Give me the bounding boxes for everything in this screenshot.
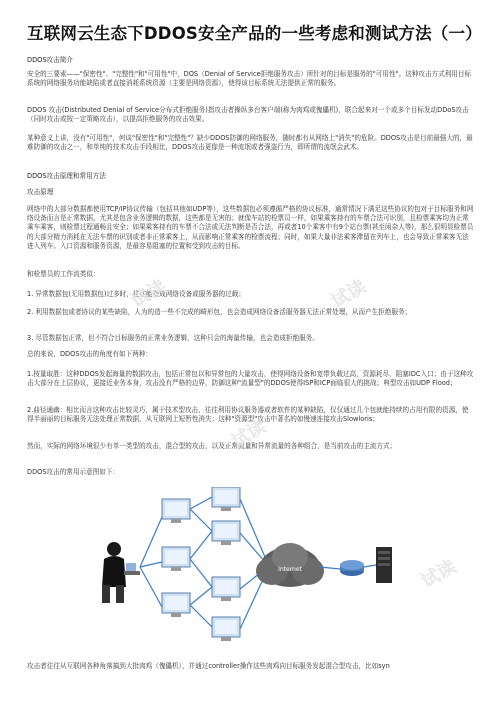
list-item-resource: 2.曲径通幽：相比而言这种攻击比较灵巧，属于技术型攻击，往往利用协议服务器或者软件的某种缺陷，仅仅通过几个包就能持续的占用有限的资源，使得半丽丽的目标服务无法处理正常数据，从互联网上短暂性消失；这种"资源型"攻击中著名的如慢速连接攻击Slowloris； — [27, 406, 469, 424]
watermark: 试读 — [127, 276, 170, 313]
paragraph-cia: 安全的三要素——"保密性"、"完整性"和"可用性"中，DOS（Denial of Service拒绝服务攻击）所针对的目标是服务的"可用性"。这种攻击方式利用目标系统的网络服务功能缺陷或者直接消耗系统资源（主要是网络资源），使得该目标系统无法提供正常的服务。 — [27, 70, 472, 88]
internet-cloud-icon — [256, 543, 324, 587]
paragraph-attacker-controller: 攻击者往往从互联网各种角落搞到大批肉鸡（傀儡机），并通过controller操作这些肉鸡向目标服务发起混合型攻击，比如syn — [27, 662, 390, 670]
page-title: 互联网云生态下DDOS安全产品的一些考虑和测试方法（一） — [27, 24, 482, 43]
watermark: 试读 — [227, 416, 270, 453]
list-item-3: 3. 尽管数据包正常，但不符合目标服务的正常业务逻辑，这种只会的海量传输，也会造成拒绝服务。 — [27, 334, 319, 342]
section-heading-principles: DDOS攻击原理和常用方法 — [27, 172, 106, 180]
paragraph-availability: 某种意义上讲，没有"可用性"，何谈"保密性"和"完整性"？缺少DDOS防御的网络服务，随时都有从网络上"消失"的危险。DDOS攻击是目前最强大的，最难防御的攻击之一，和单纯的技术攻击手段相比，DDOS攻击更像是一种流氓或者强盗行为，即所谓的流氓会武术。 — [27, 134, 473, 152]
paragraph-workflow-intro: 和检票员的工作流类似： — [27, 270, 100, 278]
zombie-computers — [212, 487, 240, 641]
list-item-2: 2. 利用数据包或者协议的某些缺陷，人为的造一些不完成的畸形包，也会造成网络设备活服务器无法正常处理，从而产生拒绝服务； — [27, 308, 412, 316]
target-server-icon — [376, 547, 392, 583]
handler-computers — [162, 499, 190, 617]
internet-label: Internet — [278, 566, 302, 573]
section-subheading-attack-principle: 攻击原理 — [27, 188, 54, 196]
watermark: 试读 — [327, 276, 370, 313]
paragraph-mixed: 然而，实际的网络环境很少有单一类型的攻击，混合型的攻击，以及正常流量和异常流量的各种组合，是当前攻击的主流方式； — [27, 442, 397, 450]
watermark: 试读 — [417, 556, 460, 593]
paragraph-two-angles: 总的来说，DDOS攻击的角度有如下两种： — [27, 350, 153, 358]
ddos-diagram — [100, 487, 400, 652]
paragraph-diagram-caption: DDOS攻击的常用示意图如下： — [27, 468, 120, 476]
list-item-volume: 1.按量取胜：这种DDOS发起海量的数据攻击，包括正常包以和异常包的大量攻击，使得网络设备和宽带负载过高，资源耗尽，阻塞IDC入口；由于这种攻击大部分在上层协议，更接近业务本身，攻击没有严格的边界，防御这种"流量型"的DDOS使得ISP和ICP面临很大的挑战；典型攻击如UDP Flood； — [27, 370, 474, 388]
paragraph-ticket-analogy: 网络中的大部分数据都使用TCP/IP协议传输（包括其他如UDP等），这些数据包必须遵循严格的协议标准，通常情况下满足这些协议的包对于目标服务和网络设备而言是正常数据，尤其是包含业务逻辑的数据，这些都是无害的；就像车站的检票员一样，如果乘客持有的车票合法可识别，且检票乘客均为正常乘车乘客，则检票过程通畅且安全；如果乘客持有的车票不合法或无法判断是否合法，再或者10个乘客中有9个站台票(甚至闲杂人等)，那么很明显检票员的大部分精力消耗在无法车票的识别或者非正常乘客上，从而影响正常乘客的检票流程；同时，如果大量非法乘客滞留在列车上，也会导致正常乘客无法进入列车。入口资源和服务资源，是最容易阻塞的位置和受到攻击的目标。 — [27, 205, 474, 250]
paragraph-ddos-definition: DDOS 攻击(Distributed Denial of Service分布式拒绝服务)指攻击者操纵多台客户端(称为肉鸡或傀儡机)，联合起来对一个或多个目标发动DDoS攻击（同时攻击或按一定策略攻击），以提高拒绝服务的攻击效果。 — [27, 106, 469, 124]
section-heading-intro: DDOS攻击简介 — [27, 56, 73, 64]
router-icon — [340, 560, 364, 576]
attacker-icon — [102, 542, 140, 603]
list-item-1: 1. 异常数据包(无用数据包)过多时，往往能造成网络设备或服务器的过载； — [27, 290, 245, 298]
